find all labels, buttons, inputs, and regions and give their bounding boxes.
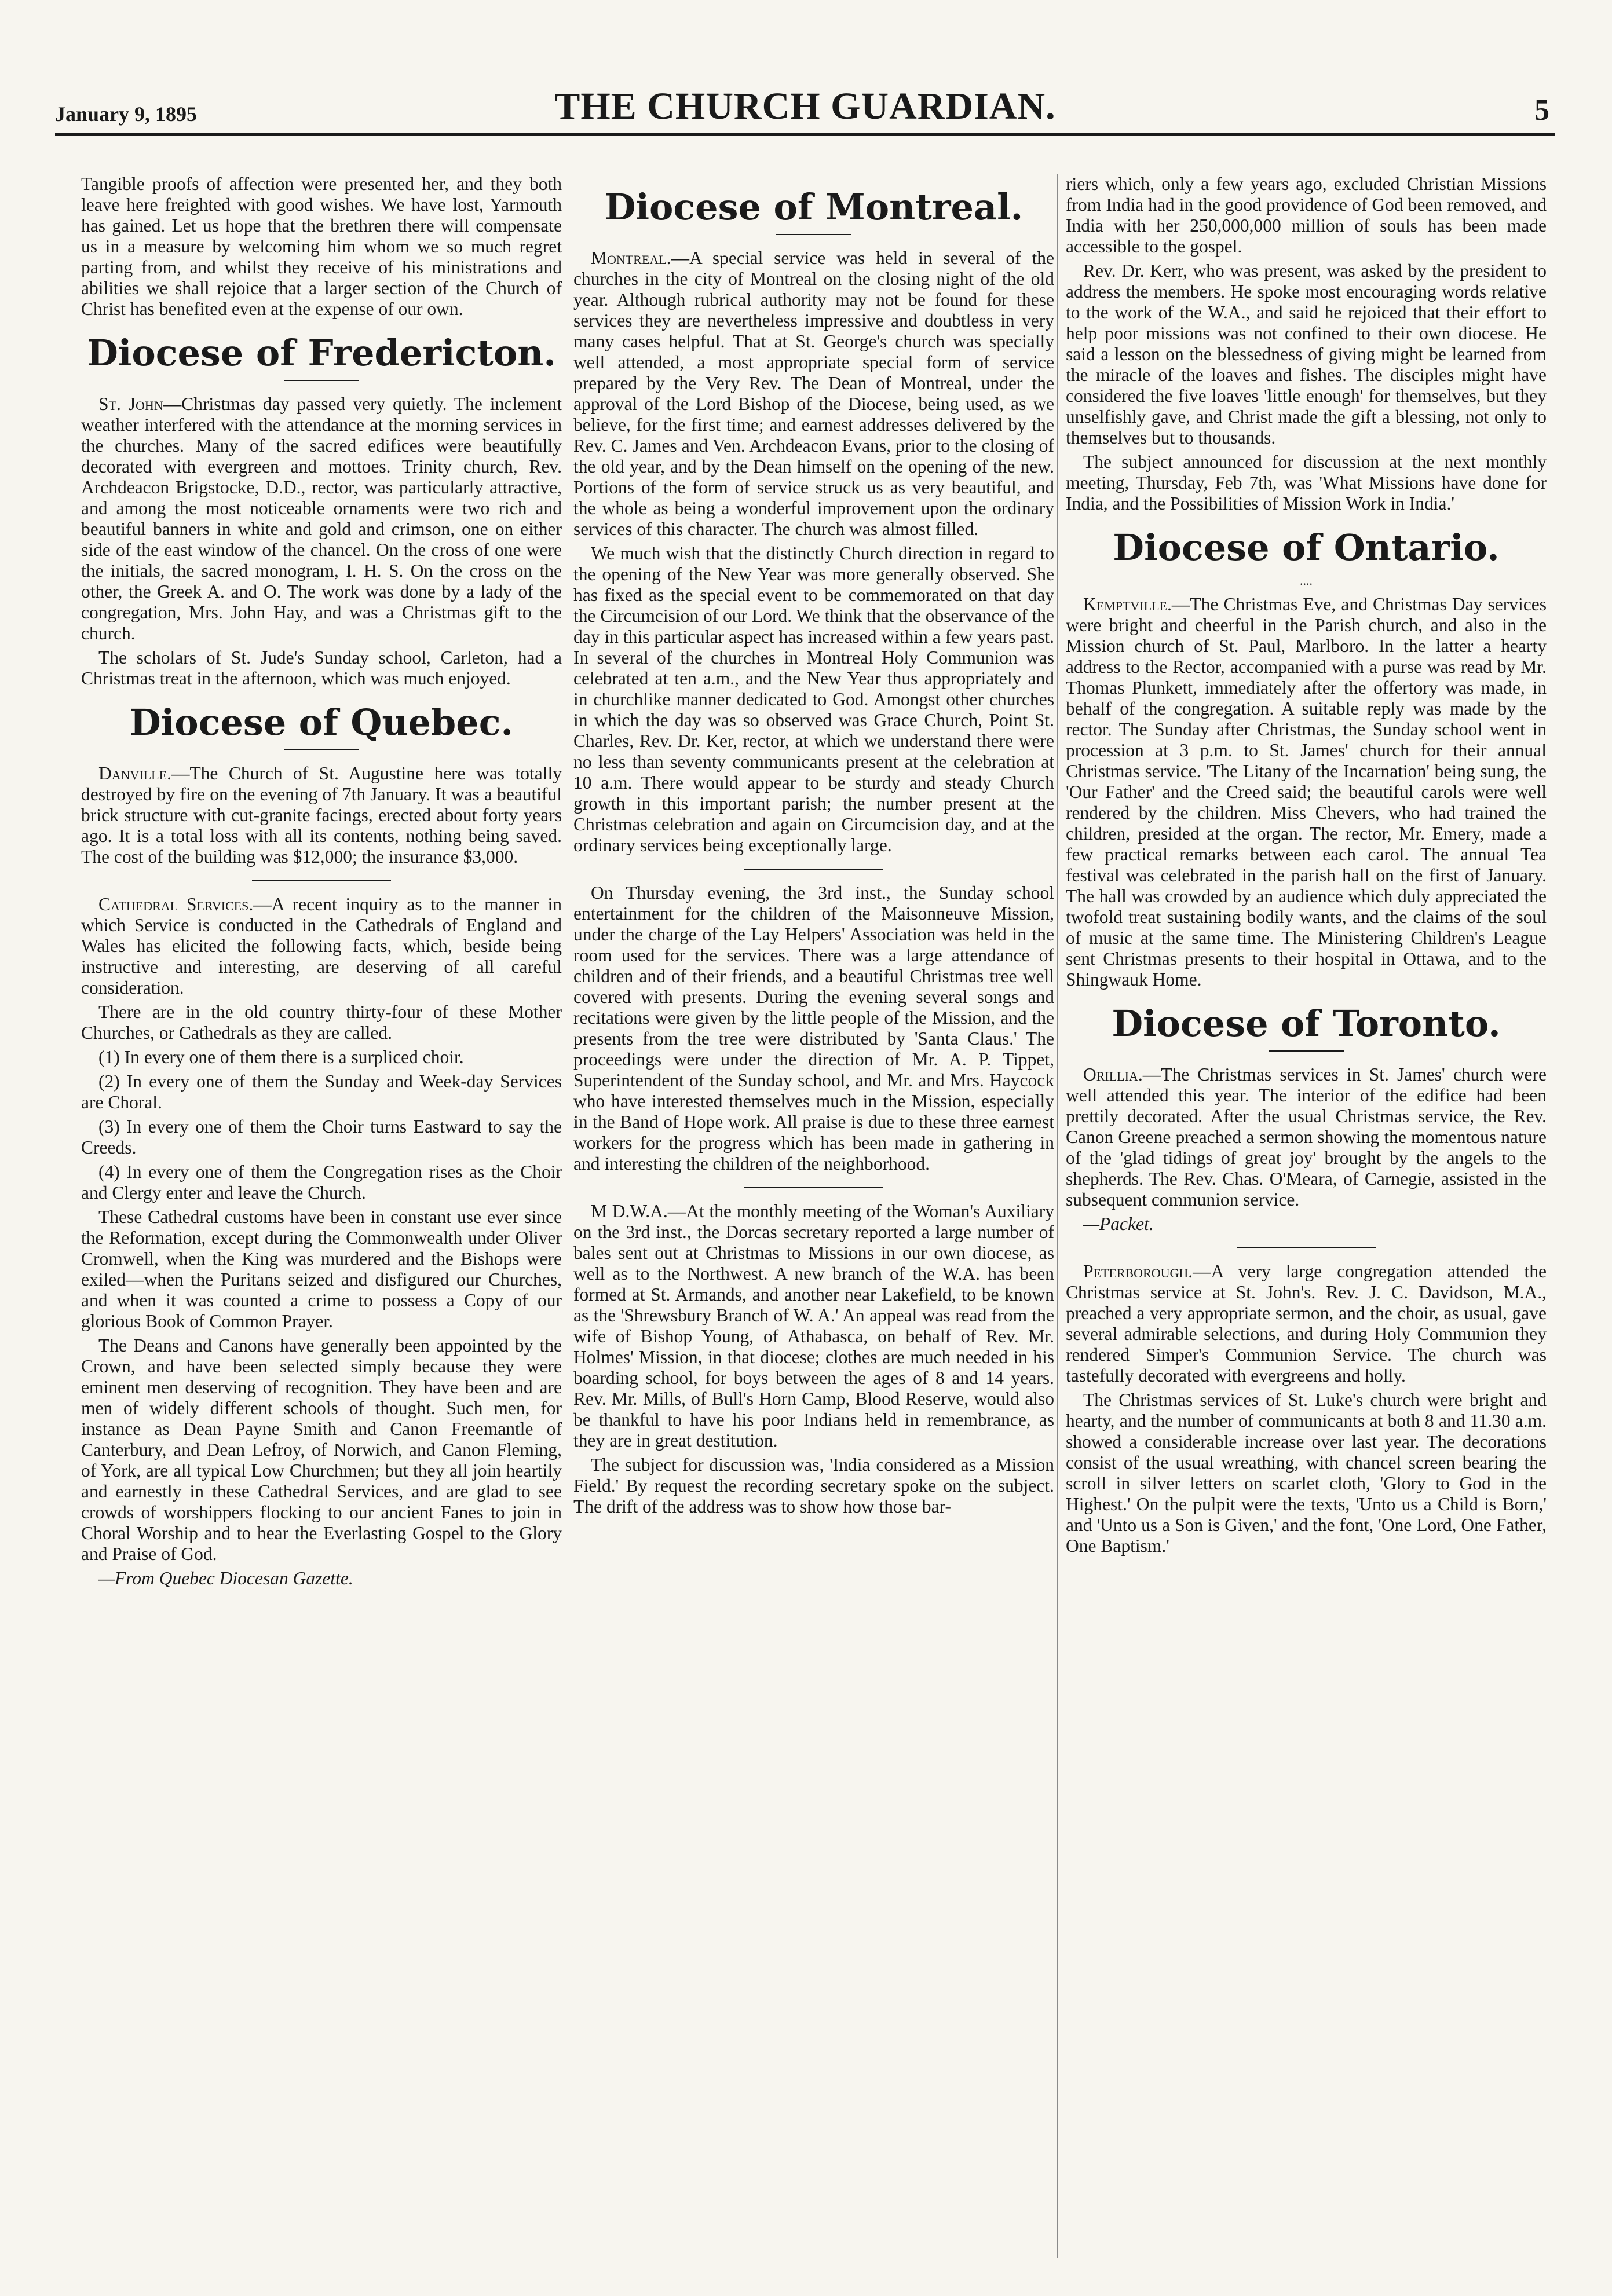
paragraph-text: (4) In every one of them the Congregation rises as the Choir and Clergy enter and leave the Church. (81, 1162, 562, 1203)
article-paragraph (81, 763, 562, 867)
article-paragraph (81, 894, 562, 998)
paragraph-text: .—A special service was held in several of the churches in the city of Montreal on the closing night of the old year. Although rubrical authority may not be found for these services they are nevertheless impressive and doubtless in very many cases helpful. That at St. George's church was specially well attended, a most appropriate special form of service prepared by the Very Rev. The Dean of Montreal, under the approval of the Lord Bishop of the Diocese, being used, as we believe, for the first time; and earnest addresses delivered by the Rev. C. James and Ven. Archdeacon Evans, prior to the closing of the old year, and by the Dean himself on the opening of the new. Portions of the form of service struck us as very beautiful, and the whole as being a wonderful improvement upon the ordinary services of this character. The church was almost filled. (573, 248, 1054, 539)
dotted-rule: .... (1300, 573, 1313, 588)
paragraph-text: .—The Church of St. Augustine here was totally destroyed by fire on the evening of 7th January. It was a beautiful brick structure with cut-granite facings, erected about forty years ago. It is a total loss with all its contents, nothing being saved. The cost of the building was $12,000; the insurance $3,000. (81, 763, 562, 867)
page-header (55, 81, 1555, 136)
article-paragraph (1066, 594, 1547, 990)
section-heading: Diocese of Ontario. (1113, 526, 1500, 569)
heading-rule (284, 380, 359, 381)
page-number: 5 (1534, 94, 1549, 127)
section-heading: Diocese of Quebec. (129, 701, 514, 744)
paragraph-text: M D.W.A.—At the monthly meeting of the Woman's Auxiliary on the 3rd inst., the Dorcas secretary reported a large number of bales sent out at Christmas to Missions in our own diocese, as well as to the Northwest. A new branch of the W.A. has been formed at St. Armands, and another near Lakefield, to be known as the 'Shrewsbury Branch of W. A.' An appeal was read from the wife of Bishop Young, of Athabasca, on behalf of Rev. Mr. Holmes' Mission, in that diocese; clothes are much needed in his boarding school, for boys between the ages of 8 and 14 years. Rev. Mr. Mills, of Bull's Horn Camp, Blood Reserve, would also be thankful to have his poor Indians held in remembrance, as they are in great destitution. (573, 1201, 1054, 1451)
article-paragraph (81, 1071, 562, 1113)
paragraph-text: —Christmas day passed very quietly. The inclement weather interfered with the attendance at the morning services in the churches. Many of the sacred edifices were beautifully decorated with evergreen and mottoes. Trinity church, Rev. Archdeacon Brigstocke, D.D., rector, was particularly attractive, and among the most noticeable ornaments were two rich and beautiful banners in white and gold and crimson, one on either side of the east window of the chancel. On the cross of one were the initials, the sacred monogram, I. H. S. On the cross on the other, the Greek A. and O. The work was done by a lady of the congregation, Mrs. John Hay, and was a Christmas gift to the church. (81, 394, 562, 643)
section-heading: Diocese of Montreal. (604, 186, 1024, 228)
paragraph-text: The scholars of St. Jude's Sunday school, Carleton, had a Christmas treat in the afternoon, which was much enjoyed. (81, 647, 562, 689)
source-credit: —Packet. (1083, 1214, 1154, 1234)
paragraph-text: On Thursday evening, the 3rd inst., the Sunday school entertainment for the children of the Maisonneuve Mission, under the charge of the Lay Helpers' Association was held in the room used for the services. There was a large attendance of children and of their friends, and a beautiful Christmas tree well covered with presents. During the evening several songs and recitations were given by the little people of the Mission, and the presents from the tree were distributed by 'Santa Claus.' The proceedings were under the direction of Mr. A. P. Tippet, Superintendent of the Sunday school, and Mr. and Mrs. Haycock who have interested themselves much in the Mission, especially in the Band of Hope work. All praise is due to these three earnest workers for the progress which has been made in gathering in and interesting the children of the neighborhood. (573, 882, 1054, 1174)
paragraph-text: (1) In every one of them there is a surpliced choir. (98, 1047, 464, 1067)
article-paragraph (573, 1201, 1054, 1451)
paragraph-text: There are in the old country thirty-four of these Mother Churches, or Cathedrals as they are called. (81, 1002, 562, 1043)
paragraph-text: riers which, only a few years ago, excluded Christian Missions from India had in the good providence of God been removed, and India with her 250,000,000 million of souls has been made accessible to the gospel. (1066, 174, 1547, 257)
paragraph-text: (3) In every one of them the Choir turns Eastward to say the Creeds. (81, 1116, 562, 1158)
heading-rule (1269, 1050, 1344, 1052)
dateline: Orillia (1083, 1064, 1138, 1085)
article-paragraph (573, 543, 1054, 856)
article-paragraph (81, 647, 562, 689)
article-paragraph (1066, 174, 1547, 257)
article-paragraph (573, 1455, 1054, 1517)
article-paragraph (81, 394, 562, 644)
dateline: St. John (98, 394, 163, 414)
article-separator (252, 880, 391, 881)
section-heading: Diocese of Fredericton. (87, 332, 556, 374)
article-separator (744, 869, 883, 870)
paragraph-text: The subject announced for discussion at the next monthly meeting, Thursday, Feb 7th, was 'What Missions have done for India, and the Possibilities of Mission Work in India.' (1066, 452, 1547, 514)
paragraph-text: Tangible proofs of affection were presented her, and they both leave here freighted with good wishes. We have lost, Yarmouth has gained. Let us hope that the brethren there will compensate us in a measure by welcoming him whom we so much regret parting from, and whilst they receive of his ministrations and abilities we shall rejoice that a larger section of the Church of Christ has benefited even at the expense of our own. (81, 174, 562, 319)
article-paragraph (81, 1335, 562, 1565)
paragraph-text: .—The Christmas services in St. James' church were well attended this year. The interior of the edifice had been prettily decorated. After the usual Christmas service, the Rev. Canon Greene preached a sermon showing the momentous nature of the 'glad tidings of great joy' brought by the angels to the shepherds. The Rev. Chas. O'Meara, of Carnegie, assisted in the subsequent communion service. (1066, 1064, 1547, 1210)
paragraph-text: .—A recent inquiry as to the manner in which Service is conducted in the Cathedrals of England and Wales has elicited the following facts, which, beside being instructive and interesting, are deserving of all careful consideration. (81, 894, 562, 998)
paragraph-text: The Christmas services of St. Luke's church were bright and hearty, and the number of communicants at both 8 and 11.30 a.m. showed a considerable increase over last year. The decorations consist of the usual wreathing, with chancel screen bearing the scroll in silver letters on scarlet cloth, 'Glory to God in the Highest.' On the pulpit were the texts, 'Unto us a Child is Born,' and 'Unto us a Son is Given,' and the font, 'One Lord, One Father, One Baptism.' (1066, 1390, 1547, 1556)
paragraph-text: (2) In every one of them the Sunday and Week-day Services are Choral. (81, 1071, 562, 1112)
article-paragraph (1066, 1064, 1547, 1210)
column-3 (1066, 174, 1547, 1560)
paragraph-text: .—A very large congregation attended the Christmas service at St. John's. Rev. J. C. Davidson, M.A., preached a very appropriate sermon, and the choir, as usual, gave several admirable selections, and during Holy Communion they rendered Simper's Communion Service. The church was tastefully decorated with evergreens and holly. (1066, 1261, 1547, 1386)
article-paragraph (573, 882, 1054, 1174)
issue-date: January 9, 1895 (55, 102, 198, 126)
column-divider (1057, 174, 1058, 2258)
article-paragraph (1066, 452, 1547, 514)
paragraph-text: We much wish that the distinctly Church direction in regard to the opening of the New Year was more generally observed. She has fixed as the special event to be commemorated on that day the Circumcision of our Lord. We think that the observance of the day in this particular aspect has increased within a few years past. In several of the churches in Montreal Holy Communion was celebrated at ten a.m., and the New Year thus appropriately and in churchlike manner dedicated to God. Amongst other churches in which the day was so observed was Grace Church, Point St. Charles, Rev. Dr. Ker, rector, at which we understand there were no less than seventy communicants present at the celebration at 10 a.m. There would appear to be sturdy and steady Church growth in this important parish; the number present at the Christmas celebration and again on Circumcision day, and at the ordinary services being exceptionally large. (573, 543, 1054, 855)
article-paragraph (81, 1162, 562, 1203)
dateline: Peterborough (1083, 1261, 1189, 1281)
paragraph-text: Rev. Dr. Kerr, who was present, was asked by the president to address the members. He spoke most encouraging words relative to the work of the W.A., and said he rejoiced that their effort to help poor missions was not confined to their own diocese. He said a lesson on the blessedness of giving might be learned from the miracle of the loaves and fishes. The disciples might have considered the five loaves 'little enough' for themselves, but they unselfishly gave, and Christ made the gift a blessing, not only to themselves but to thousands. (1066, 261, 1547, 448)
article-separator (1237, 1247, 1376, 1248)
paragraph-text: The Deans and Canons have generally been appointed by the Crown, and have been selected simply because they were eminent men deserving of recognition. They have been and are men of widely different schools of thought. Such men, for instance as Dean Payne Smith and Canon Freemantle of Canterbury, and Dean Lefroy, of Norwich, and Canon Fleming, of York, are all typical Low Churchmen; but they all join heartily and earnestly in these Cathedral Services, and are glad to see crowds of worshippers flocking to our ancient Fanes to join in Choral Worship and to hear the Everlasting Gospel to the Glory and Praise of God. (81, 1335, 562, 1564)
heading-rule (776, 234, 851, 235)
article-paragraph (573, 248, 1054, 540)
dateline: Cathedral Services (98, 894, 249, 914)
paragraph-text: The subject for discussion was, 'India considered as a Mission Field.' By request the recording secretary spoke on the subject. The drift of the address was to show how those bar- (573, 1455, 1054, 1517)
heading-rule (284, 749, 359, 750)
article-paragraph (81, 1047, 562, 1068)
article-paragraph (1066, 261, 1547, 448)
article-paragraph (1066, 1261, 1547, 1386)
paragraph-text: These Cathedral customs have been in constant use ever since the Reformation, except during the Commonwealth under Oliver Cromwell, when the King was murdered and the Bishops were exiled—when the Puritans seized and disfigured our Churches, and when it was counted a crime to possess a Copy of our glorious Book of Common Prayer. (81, 1207, 562, 1331)
section-heading: Diocese of Toronto. (1112, 1002, 1501, 1045)
article-paragraph (1066, 1390, 1547, 1557)
masthead-title: THE CHURCH GUARDIAN. (554, 85, 1056, 127)
article-paragraph (81, 1116, 562, 1158)
article-paragraph (81, 174, 562, 320)
paragraph-text: .—The Christmas Eve, and Christmas Day services were bright and cheerful in the Parish church, and also in the Mission church of St. Paul, Marlboro. In the latter a hearty address to the Rector, accompanied with a purse was read by Mr. Thomas Plunkett, immediately after the offertory was made, in behalf of the congregation. A suitable reply was made by the rector. The Sunday after Christmas, the Sunday school went in procession at 3 p.m. to St. James' church for their annual Christmas service. 'The Litany of the Incarnation' being sung, the 'Our Father' and the Creed said; the beautiful carols were well rendered by the children. Miss Chevers, who had trained the children, presided at the organ. The rector, Mr. Emery, made a few practical remarks between each carol. The annual Tea festival was celebrated in the parish hall on the first of January. The hall was crowded by an audience which duly appreciated the twofold treat sustaining bodily wants, and the claims of the soul of music at the same time. The Ministering Children's League sent Christmas presents to their hospital in Ottawa, and to the Shingwauk Home. (1066, 594, 1547, 990)
dateline: Danville (98, 763, 167, 783)
dateline: Kemptville (1083, 594, 1167, 614)
source-credit: —From Quebec Diocesan Gazette. (98, 1568, 353, 1588)
article-paragraph (81, 1002, 562, 1043)
article-paragraph (81, 1207, 562, 1332)
column-2 (573, 174, 1054, 1521)
dateline: Montreal (591, 248, 667, 268)
article-separator (744, 1187, 883, 1188)
column-1 (81, 174, 562, 1592)
